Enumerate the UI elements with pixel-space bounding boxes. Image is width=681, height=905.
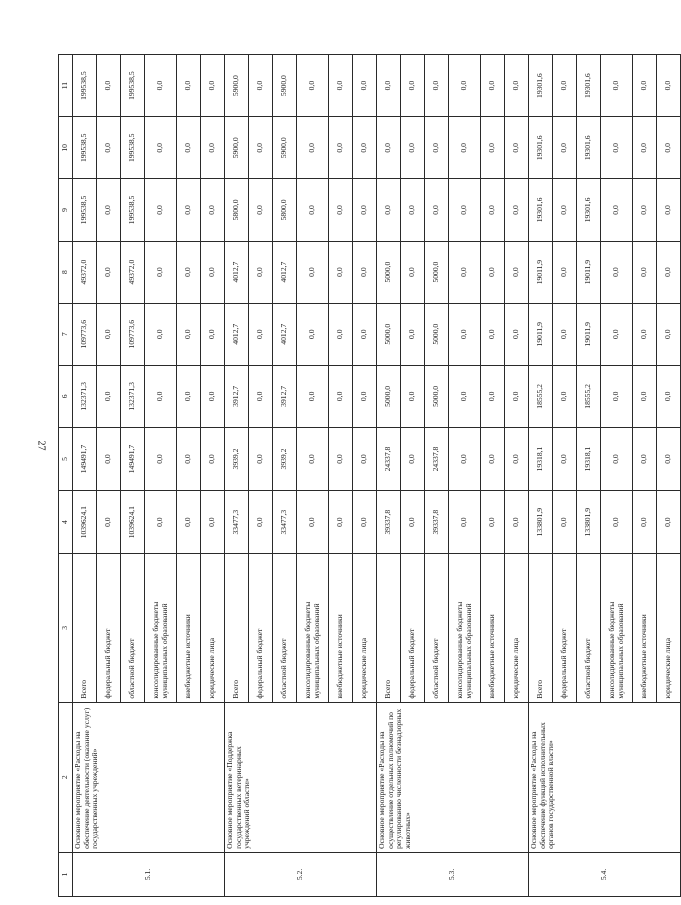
amount-cell: 0,0: [377, 55, 401, 117]
funding-source: юридические лица: [657, 554, 681, 702]
column-number-3: 3: [59, 554, 73, 702]
column-number-5: 5: [59, 427, 73, 490]
amount-cell: 0,0: [425, 55, 449, 117]
column-number-2: 2: [59, 702, 73, 852]
amount-cell: 0,0: [329, 427, 353, 490]
amount-cell: 19318,1: [529, 427, 553, 490]
activity-number: 5.2.: [225, 852, 377, 896]
amount-cell: 0,0: [481, 117, 505, 179]
amount-cell: 0,0: [553, 427, 577, 490]
amount-cell: 0,0: [657, 241, 681, 303]
amount-cell: 0,0: [353, 179, 377, 241]
amount-cell: 0,0: [505, 241, 529, 303]
column-number-4: 4: [59, 491, 73, 554]
amount-cell: 0,0: [657, 491, 681, 554]
amount-cell: 3912,7: [273, 365, 297, 427]
amount-cell: 0,0: [633, 179, 657, 241]
amount-cell: 19011,9: [577, 241, 601, 303]
amount-cell: 0,0: [249, 179, 273, 241]
amount-cell: 0,0: [505, 365, 529, 427]
amount-cell: 39337,8: [425, 491, 449, 554]
table-row: [73, 55, 97, 897]
column-number-11: 11: [59, 55, 73, 117]
activity-name: Основное мероприятие «Расходы на осуществление отдельных полномочий по регулированию численности безнадзорных животных»: [377, 702, 529, 852]
funding-source: юридические лица: [201, 554, 225, 702]
amount-cell: 1039624,1: [121, 491, 145, 554]
amount-cell: 0,0: [505, 55, 529, 117]
amount-cell: 0,0: [505, 303, 529, 365]
funding-source: Всего: [73, 554, 97, 702]
amount-cell: 0,0: [657, 179, 681, 241]
amount-cell: 0,0: [353, 241, 377, 303]
amount-cell: 0,0: [633, 491, 657, 554]
amount-cell: 4012,7: [225, 303, 249, 365]
amount-cell: 0,0: [297, 117, 329, 179]
amount-cell: 0,0: [329, 491, 353, 554]
amount-cell: 0,0: [633, 117, 657, 179]
amount-cell: 0,0: [145, 491, 177, 554]
amount-cell: 0,0: [657, 303, 681, 365]
amount-cell: 0,0: [297, 491, 329, 554]
amount-cell: 0,0: [481, 303, 505, 365]
amount-cell: 19301,6: [577, 117, 601, 179]
amount-cell: 0,0: [177, 179, 201, 241]
amount-cell: 19011,9: [577, 303, 601, 365]
amount-cell: 0,0: [553, 365, 577, 427]
amount-cell: 39337,8: [377, 491, 401, 554]
amount-cell: 0,0: [329, 241, 353, 303]
amount-cell: 0,0: [449, 491, 481, 554]
amount-cell: 0,0: [177, 117, 201, 179]
amount-cell: 19301,6: [577, 55, 601, 117]
amount-cell: 19301,6: [529, 179, 553, 241]
amount-cell: 0,0: [145, 117, 177, 179]
column-number-8: 8: [59, 241, 73, 303]
amount-cell: 0,0: [145, 365, 177, 427]
amount-cell: 0,0: [97, 365, 121, 427]
amount-cell: 0,0: [401, 303, 425, 365]
funding-source: юридические лица: [353, 554, 377, 702]
amount-cell: 3939,2: [273, 427, 297, 490]
funding-source: консолидированные бюджеты муниципальных образований: [601, 554, 633, 702]
table-row: [377, 55, 401, 897]
amount-cell: 18555,2: [577, 365, 601, 427]
funding-source: федеральный бюджет: [97, 554, 121, 702]
amount-cell: 24337,8: [377, 427, 401, 490]
funding-source: Всего: [225, 554, 249, 702]
table-row: [225, 55, 249, 897]
amount-cell: 0,0: [145, 179, 177, 241]
amount-cell: 199538,5: [121, 55, 145, 117]
amount-cell: 0,0: [329, 365, 353, 427]
page-number: 27: [35, 440, 47, 451]
amount-cell: 19301,6: [529, 55, 553, 117]
amount-cell: 0,0: [201, 241, 225, 303]
amount-cell: 0,0: [601, 427, 633, 490]
amount-cell: 0,0: [633, 55, 657, 117]
amount-cell: 0,0: [201, 491, 225, 554]
amount-cell: 0,0: [97, 55, 121, 117]
amount-cell: 199538,5: [121, 117, 145, 179]
amount-cell: 4012,7: [225, 241, 249, 303]
amount-cell: 0,0: [481, 365, 505, 427]
amount-cell: 49372,0: [73, 241, 97, 303]
activity-number: 5.3.: [377, 852, 529, 896]
column-number-7: 7: [59, 303, 73, 365]
amount-cell: 0,0: [297, 365, 329, 427]
amount-cell: 49372,0: [121, 241, 145, 303]
amount-cell: 0,0: [177, 55, 201, 117]
amount-cell: 199538,5: [73, 117, 97, 179]
amount-cell: 0,0: [177, 241, 201, 303]
amount-cell: 149491,7: [121, 427, 145, 490]
amount-cell: 0,0: [297, 241, 329, 303]
amount-cell: 0,0: [353, 55, 377, 117]
amount-cell: 0,0: [249, 303, 273, 365]
amount-cell: 0,0: [553, 491, 577, 554]
amount-cell: 0,0: [505, 427, 529, 490]
rotated-sheet: [50, 8, 673, 905]
activity-number: 5.1.: [73, 852, 225, 896]
amount-cell: 0,0: [145, 241, 177, 303]
amount-cell: 0,0: [201, 303, 225, 365]
amount-cell: 24337,8: [425, 427, 449, 490]
amount-cell: 0,0: [633, 303, 657, 365]
amount-cell: 5000,0: [425, 241, 449, 303]
activity-number: 5.4.: [529, 852, 681, 896]
amount-cell: 0,0: [657, 55, 681, 117]
amount-cell: 0,0: [97, 427, 121, 490]
amount-cell: 0,0: [329, 55, 353, 117]
amount-cell: 0,0: [329, 303, 353, 365]
amount-cell: 0,0: [297, 303, 329, 365]
amount-cell: 0,0: [553, 117, 577, 179]
amount-cell: 0,0: [657, 365, 681, 427]
amount-cell: 132371,3: [121, 365, 145, 427]
amount-cell: 0,0: [201, 365, 225, 427]
amount-cell: 0,0: [425, 179, 449, 241]
amount-cell: 109773,6: [73, 303, 97, 365]
amount-cell: 0,0: [145, 303, 177, 365]
amount-cell: 0,0: [249, 365, 273, 427]
amount-cell: 0,0: [401, 491, 425, 554]
column-number-1: 1: [59, 852, 73, 896]
amount-cell: 199538,5: [73, 55, 97, 117]
amount-cell: 19301,6: [529, 117, 553, 179]
amount-cell: 0,0: [97, 241, 121, 303]
funding-source: областной бюджет: [577, 554, 601, 702]
amount-cell: 0,0: [177, 303, 201, 365]
funding-source: консолидированные бюджеты муниципальных образований: [449, 554, 481, 702]
amount-cell: 0,0: [249, 241, 273, 303]
funding-source: областной бюджет: [273, 554, 297, 702]
amount-cell: 5800,0: [225, 179, 249, 241]
amount-cell: 0,0: [249, 427, 273, 490]
amount-cell: 0,0: [249, 491, 273, 554]
amount-cell: 0,0: [297, 55, 329, 117]
funding-source: федеральный бюджет: [401, 554, 425, 702]
amount-cell: 0,0: [201, 427, 225, 490]
amount-cell: 0,0: [633, 241, 657, 303]
amount-cell: 0,0: [401, 179, 425, 241]
amount-cell: 0,0: [177, 491, 201, 554]
table-body: [73, 55, 681, 897]
amount-cell: 0,0: [481, 427, 505, 490]
budget-table: [58, 54, 681, 897]
amount-cell: 19301,6: [577, 179, 601, 241]
amount-cell: 1039624,1: [73, 491, 97, 554]
amount-cell: 0,0: [97, 491, 121, 554]
amount-cell: 0,0: [633, 427, 657, 490]
amount-cell: 0,0: [177, 365, 201, 427]
amount-cell: 0,0: [449, 179, 481, 241]
amount-cell: 19318,1: [577, 427, 601, 490]
amount-cell: 0,0: [601, 241, 633, 303]
amount-cell: 5900,0: [273, 117, 297, 179]
amount-cell: 0,0: [657, 117, 681, 179]
amount-cell: 0,0: [297, 179, 329, 241]
amount-cell: 0,0: [329, 179, 353, 241]
amount-cell: 5900,0: [225, 117, 249, 179]
amount-cell: 0,0: [505, 117, 529, 179]
amount-cell: 0,0: [353, 427, 377, 490]
column-number-6: 6: [59, 365, 73, 427]
amount-cell: 0,0: [601, 55, 633, 117]
amount-cell: 0,0: [633, 365, 657, 427]
amount-cell: 0,0: [553, 241, 577, 303]
amount-cell: 0,0: [145, 427, 177, 490]
amount-cell: 0,0: [201, 55, 225, 117]
amount-cell: 0,0: [425, 117, 449, 179]
activity-name: Основное мероприятие «Расходы на обеспечение функций исполнительных органов государственной власти»: [529, 702, 681, 852]
amount-cell: 5900,0: [273, 55, 297, 117]
activity-name: Основное мероприятие «Расходы на обеспечение деятельности (оказание услуг) государственных учреждений»: [73, 702, 225, 852]
funding-source: Всего: [377, 554, 401, 702]
amount-cell: 0,0: [401, 427, 425, 490]
amount-cell: 5800,0: [273, 179, 297, 241]
amount-cell: 0,0: [553, 179, 577, 241]
amount-cell: 0,0: [601, 303, 633, 365]
column-number-9: 9: [59, 179, 73, 241]
amount-cell: 0,0: [601, 365, 633, 427]
amount-cell: 149491,7: [73, 427, 97, 490]
amount-cell: 0,0: [401, 365, 425, 427]
amount-cell: 0,0: [601, 491, 633, 554]
amount-cell: 0,0: [353, 303, 377, 365]
amount-cell: 0,0: [449, 241, 481, 303]
amount-cell: 19011,9: [529, 241, 553, 303]
amount-cell: 0,0: [377, 179, 401, 241]
amount-cell: 0,0: [377, 117, 401, 179]
amount-cell: 5000,0: [377, 241, 401, 303]
amount-cell: 0,0: [297, 427, 329, 490]
amount-cell: 0,0: [201, 117, 225, 179]
funding-source: областной бюджет: [425, 554, 449, 702]
amount-cell: 0,0: [601, 117, 633, 179]
amount-cell: 0,0: [97, 179, 121, 241]
amount-cell: 0,0: [249, 55, 273, 117]
amount-cell: 33477,3: [225, 491, 249, 554]
amount-cell: 18555,2: [529, 365, 553, 427]
funding-source: федеральный бюджет: [249, 554, 273, 702]
amount-cell: 0,0: [449, 365, 481, 427]
amount-cell: 0,0: [553, 55, 577, 117]
amount-cell: 0,0: [97, 303, 121, 365]
amount-cell: 133801,9: [577, 491, 601, 554]
amount-cell: 4012,7: [273, 241, 297, 303]
funding-source: внебюджетные источники: [481, 554, 505, 702]
amount-cell: 0,0: [401, 241, 425, 303]
amount-cell: 133801,9: [529, 491, 553, 554]
amount-cell: 0,0: [97, 117, 121, 179]
amount-cell: 4012,7: [273, 303, 297, 365]
amount-cell: 0,0: [553, 303, 577, 365]
column-number-row: [59, 55, 73, 897]
table-row: [529, 55, 553, 897]
amount-cell: 0,0: [449, 303, 481, 365]
amount-cell: 0,0: [481, 179, 505, 241]
amount-cell: 5900,0: [225, 55, 249, 117]
amount-cell: 0,0: [601, 179, 633, 241]
amount-cell: 33477,3: [273, 491, 297, 554]
amount-cell: 0,0: [353, 491, 377, 554]
amount-cell: 0,0: [449, 117, 481, 179]
amount-cell: 109773,6: [121, 303, 145, 365]
amount-cell: 132371,3: [73, 365, 97, 427]
amount-cell: 0,0: [353, 365, 377, 427]
amount-cell: 199538,5: [121, 179, 145, 241]
amount-cell: 0,0: [401, 55, 425, 117]
amount-cell: 0,0: [249, 117, 273, 179]
funding-source: внебюджетные источники: [329, 554, 353, 702]
amount-cell: 0,0: [401, 117, 425, 179]
funding-source: консолидированные бюджеты муниципальных образований: [145, 554, 177, 702]
amount-cell: 0,0: [505, 491, 529, 554]
amount-cell: 0,0: [353, 117, 377, 179]
amount-cell: 0,0: [201, 179, 225, 241]
funding-source: областной бюджет: [121, 554, 145, 702]
column-number-10: 10: [59, 117, 73, 179]
amount-cell: 5000,0: [377, 303, 401, 365]
amount-cell: 5000,0: [425, 303, 449, 365]
amount-cell: 0,0: [449, 427, 481, 490]
amount-cell: 0,0: [481, 241, 505, 303]
amount-cell: 5000,0: [425, 365, 449, 427]
amount-cell: 0,0: [177, 427, 201, 490]
amount-cell: 0,0: [481, 491, 505, 554]
amount-cell: 19011,9: [529, 303, 553, 365]
activity-name: Основное мероприятие «Поддержка государственных ветеринарных учреждений области»: [225, 702, 377, 852]
amount-cell: 199538,5: [73, 179, 97, 241]
amount-cell: 0,0: [449, 55, 481, 117]
amount-cell: 0,0: [481, 55, 505, 117]
amount-cell: 3912,7: [225, 365, 249, 427]
funding-source: консолидированные бюджеты муниципальных образований: [297, 554, 329, 702]
funding-source: внебюджетные источники: [177, 554, 201, 702]
amount-cell: 5000,0: [377, 365, 401, 427]
funding-source: юридические лица: [505, 554, 529, 702]
funding-source: Всего: [529, 554, 553, 702]
amount-cell: 0,0: [505, 179, 529, 241]
funding-source: внебюджетные источники: [633, 554, 657, 702]
amount-cell: 0,0: [657, 427, 681, 490]
amount-cell: 0,0: [329, 117, 353, 179]
amount-cell: 3939,2: [225, 427, 249, 490]
funding-source: федеральный бюджет: [553, 554, 577, 702]
amount-cell: 0,0: [145, 55, 177, 117]
